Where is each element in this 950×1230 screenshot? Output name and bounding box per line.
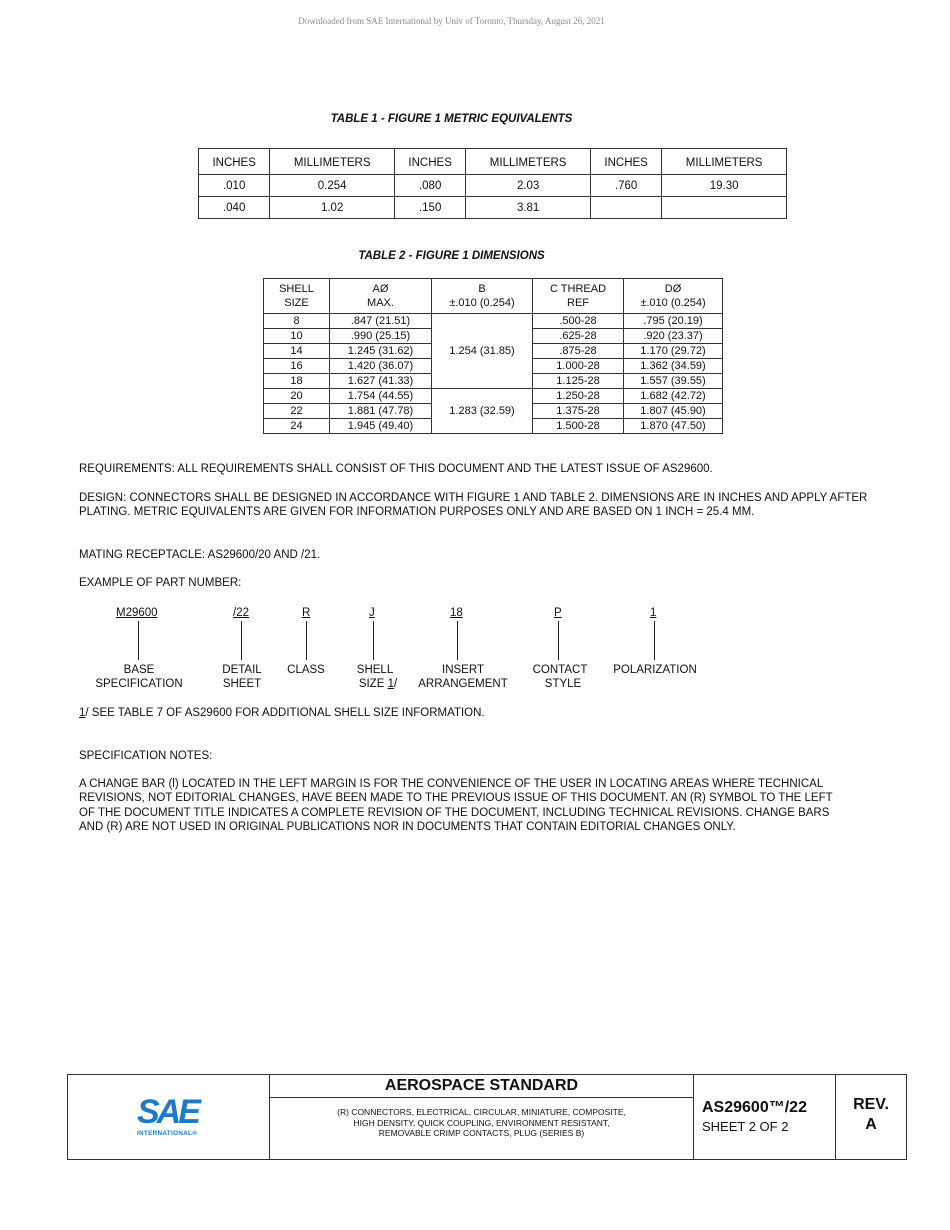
table-cell: .875-28	[533, 344, 624, 359]
label-insert-arrangement: INSERT ARRANGEMENT	[418, 664, 508, 690]
revision: REV. A	[853, 1096, 889, 1133]
dimensions-table	[263, 278, 723, 434]
table-cell: 16	[264, 359, 330, 374]
table-cell: 1.500-28	[533, 419, 624, 434]
connector-line	[558, 621, 559, 660]
table-cell: 8	[264, 314, 330, 329]
column-header: MILLIMETERS	[662, 149, 787, 175]
table-cell: 14	[264, 344, 330, 359]
table-cell: 1.807 (45.90)	[624, 404, 723, 419]
table-cell: 10	[264, 329, 330, 344]
column-header: C THREAD REF	[533, 279, 624, 314]
table-cell: .920 (23.37)	[624, 329, 723, 344]
table-cell: 1.557 (39.55)	[624, 374, 723, 389]
table-cell: 19.30	[662, 175, 787, 197]
requirements-paragraph: REQUIREMENTS: ALL REQUIREMENTS SHALL CONSIST OF THIS DOCUMENT AND THE LATEST ISSUE OF AS29600.	[79, 463, 713, 475]
footnote: 1/ SEE TABLE 7 OF AS29600 FOR ADDITIONAL SHELL SIZE INFORMATION.	[79, 707, 485, 719]
table-cell: 20	[264, 389, 330, 404]
table-cell: 1.870 (47.50)	[624, 419, 723, 434]
table-cell: 2.03	[466, 175, 591, 197]
table-cell: 1.881 (47.78)	[330, 404, 432, 419]
table-cell: 1.754 (44.55)	[330, 389, 432, 404]
table-cell: .040	[199, 197, 270, 219]
table-cell: .990 (25.15)	[330, 329, 432, 344]
table-row	[199, 175, 787, 197]
label-class: CLASS	[287, 664, 325, 676]
table-cell: 1.245 (31.62)	[330, 344, 432, 359]
table-cell: .760	[590, 175, 661, 197]
sheet-number: SHEET 2 OF 2	[702, 1119, 789, 1134]
part-code-shell: J	[369, 607, 375, 619]
label-detail-sheet: DETAIL SHEET	[222, 664, 262, 690]
metric-equivalents-table	[198, 148, 787, 219]
label-contact-style: CONTACT STYLE	[532, 664, 588, 690]
table-cell: .500-28	[533, 314, 624, 329]
table-row	[264, 314, 723, 329]
title-block	[67, 1074, 907, 1160]
table-cell: 1.945 (49.40)	[330, 419, 432, 434]
table-cell: 1.627 (41.33)	[330, 374, 432, 389]
column-header: DØ ±.010 (0.254)	[624, 279, 723, 314]
column-header: MILLIMETERS	[270, 149, 395, 175]
connector-line	[241, 621, 242, 660]
connector-line	[138, 621, 139, 660]
table2-title: TABLE 2 - FIGURE 1 DIMENSIONS	[358, 250, 545, 262]
connector-line	[306, 621, 307, 660]
label-base-specification: BASE SPECIFICATION	[95, 664, 183, 690]
table-cell: 1.170 (29.72)	[624, 344, 723, 359]
table-cell: 18	[264, 374, 330, 389]
column-header: SHELL SIZE	[264, 279, 330, 314]
spec-notes-heading: SPECIFICATION NOTES:	[79, 750, 213, 762]
connector-line	[373, 621, 374, 660]
mating-receptacle-paragraph: MATING RECEPTACLE: AS29600/20 AND /21.	[79, 549, 321, 561]
table-header-row	[199, 149, 787, 175]
example-heading: EXAMPLE OF PART NUMBER:	[79, 577, 242, 589]
part-code-detail: /22	[233, 607, 249, 619]
label-polarization: POLARIZATION	[613, 664, 697, 676]
table-cell: 1.375-28	[533, 404, 624, 419]
table-cell: 22	[264, 404, 330, 419]
table-cell: 24	[264, 419, 330, 434]
table-cell: .847 (21.51)	[330, 314, 432, 329]
table-cell	[662, 197, 787, 219]
table-cell: 1.000-28	[533, 359, 624, 374]
revision-cell	[836, 1075, 906, 1159]
design-paragraph: DESIGN: CONNECTORS SHALL BE DESIGNED IN ACCORDANCE WITH FIGURE 1 AND TABLE 2. DIMENSIONS ARE IN INCHES AND APPLY AFTER PLATING. METRIC EQUIVALENTS ARE GIVEN FOR INFORMATION PURPOSES ONLY AND ARE BASED ON 1 INCH = 25.4 MM.	[79, 492, 868, 519]
table1-title: TABLE 1 - FIGURE 1 METRIC EQUIVALENTS	[330, 113, 573, 125]
download-notice: Downloaded from SAE International by Univ of Toronto, Thursday, August 26, 2021	[298, 16, 605, 26]
table-cell: 1.254 (31.85)	[432, 314, 533, 389]
table-cell: .795 (20.19)	[624, 314, 723, 329]
table-cell: 1.682 (42.72)	[624, 389, 723, 404]
table-cell: 1.02	[270, 197, 395, 219]
table-cell	[590, 197, 661, 219]
table-cell: 1.420 (36.07)	[330, 359, 432, 374]
connector-line	[654, 621, 655, 660]
title-cell	[270, 1075, 694, 1159]
connector-line	[457, 621, 458, 660]
table-cell: 1.125-28	[533, 374, 624, 389]
document-number: AS29600™/22	[702, 1099, 807, 1116]
label-shell-size: SHELL SIZE 1/	[356, 664, 398, 690]
table-cell: 1.250-28	[533, 389, 624, 404]
table-header-row	[264, 279, 723, 314]
part-code-base: M29600	[116, 607, 158, 619]
table-row	[199, 197, 787, 219]
table-cell: 1.283 (32.59)	[432, 389, 533, 434]
part-code-contact: P	[554, 607, 562, 619]
part-code-insert: 18	[450, 607, 463, 619]
spec-notes-text: A CHANGE BAR (l) LOCATED IN THE LEFT MARGIN IS FOR THE CONVENIENCE OF THE USER IN LOCATING AREAS WHERE TECHNICAL REVISIONS, NOT EDITORIAL CHANGES, HAVE BEEN MADE TO THE PREVIOUS ISSUE OF THIS DOCUMENT. AN (R) SYMBOL TO THE LEFT OF THE DOCUMENT TITLE INDICATES A COMPLETE REVISION OF THE DOCUMENT, INCLUDING TECHNICAL REVISIONS. CHANGE BARS AND (R) ARE NOT USED IN ORIGINAL PUBLICATIONS NOR IN DOCUMENTS THAT CONTAIN EDITORIAL CHANGES ONLY.	[79, 778, 833, 833]
standard-type: AEROSPACE STANDARD	[270, 1075, 693, 1098]
column-header: MILLIMETERS	[466, 149, 591, 175]
logo-cell	[68, 1075, 270, 1159]
table-cell: .625-28	[533, 329, 624, 344]
part-code-polarization: 1	[650, 607, 657, 619]
column-header: INCHES	[394, 149, 465, 175]
column-header: AØ MAX.	[330, 279, 432, 314]
table-row	[264, 389, 723, 404]
table-cell: .010	[199, 175, 270, 197]
document-description: (R) CONNECTORS, ELECTRICAL, CIRCULAR, MINIATURE, COMPOSITE, HIGH DENSITY, QUICK COUPLING, ENVIRONMENT RESISTANT, REMOVABLE CRIMP CONTACTS, PLUG (SERIES B)	[337, 1107, 626, 1138]
table-cell: 0.254	[270, 175, 395, 197]
part-code-class: R	[302, 607, 311, 619]
column-header: INCHES	[590, 149, 661, 175]
table-cell: .080	[394, 175, 465, 197]
table-cell: .150	[394, 197, 465, 219]
document-number-cell	[694, 1075, 836, 1159]
table-cell: 1.362 (34.59)	[624, 359, 723, 374]
table-cell: 3.81	[466, 197, 591, 219]
sae-logo: SAE INTERNATIONAL®	[137, 1093, 198, 1137]
column-header: B ±.010 (0.254)	[432, 279, 533, 314]
column-header: INCHES	[199, 149, 270, 175]
